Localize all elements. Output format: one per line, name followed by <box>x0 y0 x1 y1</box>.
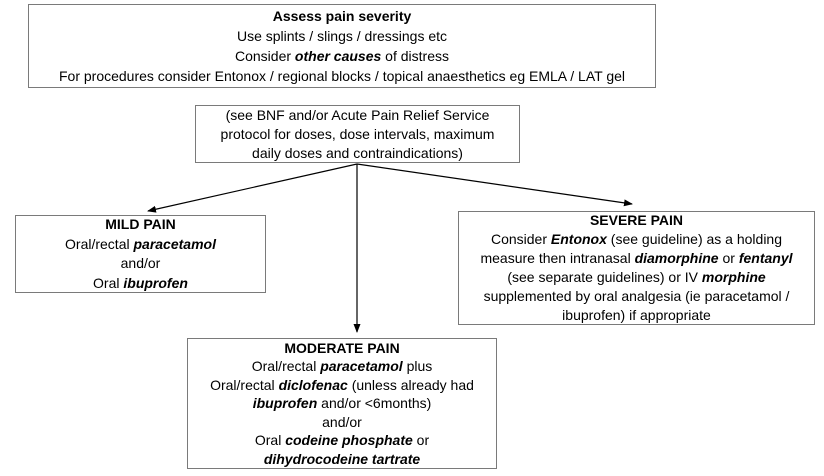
moderate-line-dihydrocodeine <box>264 450 420 469</box>
text-segment: and/or <box>322 413 362 430</box>
text-segment: daily doses and contraindications) <box>252 144 463 161</box>
reference-line-3 <box>252 144 463 163</box>
text-segment: paracetamol <box>133 235 216 252</box>
mild-line-andor <box>121 254 161 274</box>
text-segment: and/or <box>120 255 161 271</box>
assess-line-other-causes <box>235 46 449 66</box>
text-segment: dihydrocodeine tartrate <box>263 450 421 467</box>
text-segment: fentanyl <box>738 250 793 266</box>
severe-pain-heading <box>590 211 683 230</box>
mild-pain-box <box>15 215 266 293</box>
assess-pain-severity-box <box>28 4 656 88</box>
text-segment: Oral/rectal <box>65 235 134 252</box>
text-segment: Use splints / slings / dressings etc <box>236 28 448 44</box>
text-segment: protocol for doses, dose intervals, maximum <box>220 125 495 142</box>
text-segment: Oral/rectal <box>251 358 321 375</box>
text-segment: paracetamol <box>320 358 403 375</box>
text-segment: Entonox <box>550 231 607 247</box>
text-segment: Oral/rectal <box>210 376 279 393</box>
text-segment: of distress <box>381 48 449 64</box>
moderate-line-diclofenac <box>210 376 474 395</box>
arrow-to-mild-pain <box>148 164 357 211</box>
text-segment: Consider <box>235 48 295 64</box>
text-segment: (see BNF and/or Acute Pain Relief Service <box>225 106 490 123</box>
moderate-line-andor <box>322 413 362 432</box>
text-segment: other causes <box>294 48 382 64</box>
text-segment: (unless already had <box>347 376 474 393</box>
assess-line-procedures <box>59 66 625 86</box>
text-segment: ibuprofen <box>123 274 188 291</box>
moderate-line-ibuprofen <box>253 394 432 413</box>
text-segment: (see separate guidelines) or IV <box>507 269 702 285</box>
text-segment: ibuprofen <box>252 395 318 412</box>
text-segment: (see guideline) as a holding <box>606 231 783 247</box>
arrow-to-severe-pain <box>357 164 632 204</box>
text-segment: diclofenac <box>278 376 348 393</box>
text-segment: Consider <box>490 231 551 247</box>
text-segment: For procedures consider Entonox / regional blocks / topical anaesthetics eg EMLA / LAT gel <box>58 68 625 84</box>
reference-line-1 <box>226 106 490 125</box>
severe-line-morphine <box>507 268 765 287</box>
text-segment: plus <box>402 358 433 375</box>
severe-line-intranasal <box>480 249 792 268</box>
text-segment: SEVERE PAIN <box>589 212 684 228</box>
text-segment: codeine phosphate <box>285 432 413 449</box>
text-segment: Oral <box>93 274 124 291</box>
severe-line-supplemented <box>484 287 790 306</box>
text-segment: MILD PAIN <box>105 216 176 232</box>
mild-line-ibuprofen <box>93 274 188 294</box>
text-segment: MODERATE PAIN <box>284 339 400 356</box>
text-segment: morphine <box>701 269 766 285</box>
assess-heading <box>273 6 412 26</box>
text-segment: and/or <6months) <box>317 395 432 412</box>
moderate-pain-box <box>187 338 497 469</box>
moderate-line-codeine <box>255 431 429 450</box>
text-segment: supplemented by oral analgesia (ie paracetamol / <box>483 288 790 304</box>
dosing-reference-note-box <box>195 105 520 163</box>
text-segment: Assess pain severity <box>272 8 412 24</box>
mild-pain-heading <box>105 215 176 235</box>
assess-line-splints <box>237 26 447 46</box>
moderate-pain-heading <box>284 339 399 358</box>
text-segment: or <box>412 432 430 449</box>
text-segment: ibuprofen) if appropriate <box>562 307 711 323</box>
text-segment: measure then intranasal <box>480 250 635 266</box>
severe-pain-box <box>458 211 815 325</box>
text-segment: diamorphine <box>634 250 719 266</box>
severe-line-entonox <box>491 230 782 249</box>
severe-line-appropriate <box>562 306 711 325</box>
text-segment: or <box>718 250 739 266</box>
mild-line-paracetamol <box>65 235 216 255</box>
moderate-line-paracetamol <box>252 357 433 376</box>
text-segment: Oral <box>254 432 286 449</box>
reference-line-2 <box>221 125 495 144</box>
